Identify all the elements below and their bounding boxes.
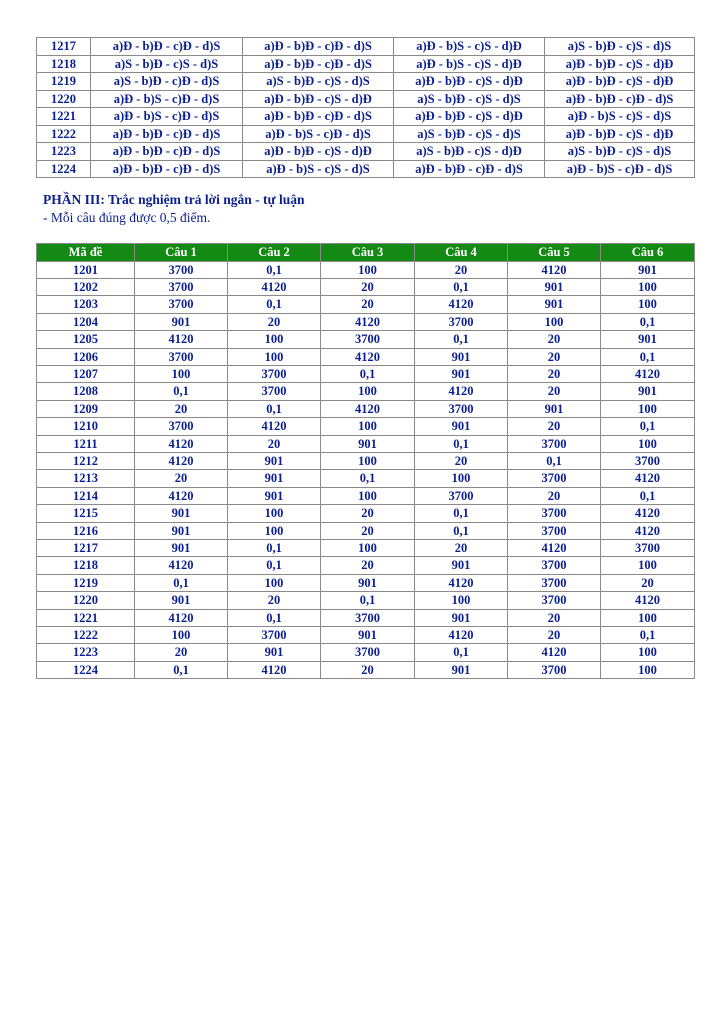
answer-cell: a)S - b)Đ - c)S - d)S <box>91 55 243 73</box>
answer-cell: 901 <box>228 452 321 469</box>
answer-cell: 0,1 <box>228 557 321 574</box>
answer-cell: 3700 <box>415 400 508 417</box>
answer-cell: 3700 <box>135 261 228 278</box>
answer-cell: 0,1 <box>228 261 321 278</box>
table-row <box>37 160 695 178</box>
answer-cell: a)Đ - b)Đ - c)S - d)Đ <box>243 143 394 161</box>
answer-cell: 901 <box>415 348 508 365</box>
answer-cell: 20 <box>415 540 508 557</box>
answer-cell: a)S - b)Đ - c)S - d)Đ <box>394 143 545 161</box>
answer-cell: a)Đ - b)Đ - c)Đ - d)S <box>243 108 394 126</box>
table-row <box>37 418 695 435</box>
short-answer-table-header <box>37 244 695 262</box>
answer-cell: 3700 <box>135 296 228 313</box>
exam-code-cell: 1205 <box>37 331 135 348</box>
answer-cell: a)Đ - b)S - c)S - d)Đ <box>394 38 545 56</box>
answer-cell: 4120 <box>228 278 321 295</box>
answer-cell: 901 <box>135 313 228 330</box>
table-row <box>37 108 695 126</box>
answer-cell: 0,1 <box>415 522 508 539</box>
exam-code-cell: 1219 <box>37 73 91 91</box>
answer-cell: 4120 <box>135 452 228 469</box>
answer-cell: 0,1 <box>415 644 508 661</box>
answer-cell: 0,1 <box>321 592 415 609</box>
answer-cell: 0,1 <box>135 661 228 678</box>
answer-cell: 0,1 <box>415 435 508 452</box>
answer-cell: 0,1 <box>228 609 321 626</box>
table-row <box>37 365 695 382</box>
answer-cell: a)Đ - b)S - c)Đ - d)S <box>91 90 243 108</box>
answer-cell: 20 <box>228 592 321 609</box>
table-row <box>37 574 695 591</box>
answer-cell: 100 <box>601 609 695 626</box>
answer-cell: a)Đ - b)Đ - c)Đ - d)S <box>394 160 545 178</box>
answer-cell: 4120 <box>601 522 695 539</box>
answer-cell: 901 <box>321 627 415 644</box>
answer-cell: 0,1 <box>415 505 508 522</box>
answer-cell: 100 <box>601 296 695 313</box>
answer-cell: 0,1 <box>321 365 415 382</box>
column-header: Câu 1 <box>135 244 228 262</box>
answer-cell: 0,1 <box>601 313 695 330</box>
answer-cell: 100 <box>135 365 228 382</box>
answer-cell: 20 <box>508 418 601 435</box>
answer-cell: 3700 <box>601 540 695 557</box>
answer-cell: 20 <box>508 348 601 365</box>
answer-cell: 901 <box>508 278 601 295</box>
exam-code-cell: 1201 <box>37 261 135 278</box>
exam-code-cell: 1220 <box>37 90 91 108</box>
answer-cell: a)Đ - b)S - c)S - d)Đ <box>394 55 545 73</box>
answer-cell: a)Đ - b)Đ - c)Đ - d)S <box>91 125 243 143</box>
answer-cell: a)Đ - b)Đ - c)S - d)Đ <box>545 125 695 143</box>
column-header: Câu 6 <box>601 244 695 262</box>
column-header: Câu 2 <box>228 244 321 262</box>
table-row <box>37 661 695 678</box>
answer-cell: 3700 <box>508 522 601 539</box>
answer-cell: 3700 <box>508 470 601 487</box>
answer-cell: 4120 <box>415 296 508 313</box>
answer-cell: 100 <box>321 487 415 504</box>
answer-cell: 0,1 <box>601 627 695 644</box>
answer-cell: 901 <box>415 418 508 435</box>
answer-cell: 100 <box>415 592 508 609</box>
answer-cell: a)Đ - b)Đ - c)S - d)Đ <box>394 108 545 126</box>
answer-cell: 100 <box>601 644 695 661</box>
answer-cell: 4120 <box>415 574 508 591</box>
answer-cell: 4120 <box>321 348 415 365</box>
answer-cell: 100 <box>135 627 228 644</box>
answer-cell: 3700 <box>508 592 601 609</box>
table-row <box>37 90 695 108</box>
table-row <box>37 383 695 400</box>
table-row <box>37 627 695 644</box>
true-false-answer-table-body <box>37 38 695 178</box>
answer-cell: 901 <box>228 644 321 661</box>
exam-code-cell: 1203 <box>37 296 135 313</box>
table-row <box>37 296 695 313</box>
answer-cell: 4120 <box>601 505 695 522</box>
table-row <box>37 522 695 539</box>
section-3-title: PHẦN III: Trắc nghiệm trả lời ngắn - tự luận <box>43 192 305 207</box>
exam-code-cell: 1223 <box>37 143 91 161</box>
answer-cell: 100 <box>228 331 321 348</box>
answer-cell: 4120 <box>135 609 228 626</box>
answer-cell: 901 <box>228 487 321 504</box>
short-answer-table-body <box>37 261 695 679</box>
answer-cell: 4120 <box>601 365 695 382</box>
answer-cell: a)Đ - b)Đ - c)Đ - d)S <box>545 90 695 108</box>
exam-code-cell: 1221 <box>37 609 135 626</box>
answer-cell: 4120 <box>135 557 228 574</box>
answer-cell: 100 <box>321 540 415 557</box>
answer-cell: 3700 <box>228 383 321 400</box>
answer-cell: 100 <box>321 452 415 469</box>
answer-cell: 3700 <box>508 661 601 678</box>
answer-cell: 4120 <box>601 470 695 487</box>
answer-cell: a)Đ - b)Đ - c)S - d)Đ <box>394 73 545 91</box>
exam-code-cell: 1222 <box>37 125 91 143</box>
exam-code-cell: 1223 <box>37 644 135 661</box>
column-header: Câu 4 <box>415 244 508 262</box>
exam-code-cell: 1213 <box>37 470 135 487</box>
answer-cell: 3700 <box>135 418 228 435</box>
table-row <box>37 313 695 330</box>
table-row <box>37 540 695 557</box>
answer-cell: a)S - b)Đ - c)S - d)S <box>243 73 394 91</box>
exam-code-cell: 1208 <box>37 383 135 400</box>
exam-code-cell: 1216 <box>37 522 135 539</box>
exam-code-cell: 1209 <box>37 400 135 417</box>
answer-cell: 0,1 <box>228 400 321 417</box>
table-row <box>37 592 695 609</box>
answer-cell: 3700 <box>415 313 508 330</box>
answer-cell: 901 <box>135 592 228 609</box>
table-row <box>37 331 695 348</box>
answer-cell: 100 <box>601 661 695 678</box>
table-row <box>37 505 695 522</box>
column-header: Câu 3 <box>321 244 415 262</box>
answer-cell: 20 <box>321 522 415 539</box>
answer-cell: 20 <box>228 313 321 330</box>
answer-cell: 901 <box>415 661 508 678</box>
answer-cell: 901 <box>601 383 695 400</box>
answer-cell: 20 <box>508 487 601 504</box>
answer-cell: 4120 <box>601 592 695 609</box>
answer-cell: a)S - b)Đ - c)S - d)S <box>545 143 695 161</box>
answer-cell: a)Đ - b)Đ - c)Đ - d)S <box>243 38 394 56</box>
answer-cell: 901 <box>321 574 415 591</box>
answer-cell: a)Đ - b)Đ - c)S - d)Đ <box>243 90 394 108</box>
exam-code-cell: 1206 <box>37 348 135 365</box>
answer-cell: 100 <box>601 400 695 417</box>
column-header: Mã đề <box>37 244 135 262</box>
column-header: Câu 5 <box>508 244 601 262</box>
answer-cell: 20 <box>601 574 695 591</box>
table-row <box>37 435 695 452</box>
exam-code-cell: 1224 <box>37 160 91 178</box>
answer-cell: 4120 <box>321 400 415 417</box>
answer-cell: 3700 <box>228 627 321 644</box>
answer-cell: 20 <box>135 644 228 661</box>
answer-cell: 20 <box>321 557 415 574</box>
exam-code-cell: 1218 <box>37 55 91 73</box>
exam-code-cell: 1215 <box>37 505 135 522</box>
answer-cell: 3700 <box>508 505 601 522</box>
answer-cell: 100 <box>508 313 601 330</box>
answer-cell: 100 <box>321 261 415 278</box>
exam-code-cell: 1220 <box>37 592 135 609</box>
short-answer-table <box>36 243 695 679</box>
table-row <box>37 261 695 278</box>
answer-cell: a)S - b)Đ - c)S - d)S <box>394 90 545 108</box>
answer-cell: 3700 <box>321 609 415 626</box>
answer-cell: 0,1 <box>601 487 695 504</box>
exam-code-cell: 1204 <box>37 313 135 330</box>
answer-cell: a)S - b)Đ - c)Đ - d)S <box>91 73 243 91</box>
answer-cell: 4120 <box>135 435 228 452</box>
answer-cell: a)Đ - b)Đ - c)Đ - d)S <box>91 143 243 161</box>
answer-cell: 901 <box>135 522 228 539</box>
answer-cell: 0,1 <box>601 418 695 435</box>
answer-cell: 901 <box>601 331 695 348</box>
answer-cell: a)Đ - b)S - c)Đ - d)S <box>243 125 394 143</box>
answer-cell: 100 <box>415 470 508 487</box>
answer-cell: a)Đ - b)S - c)S - d)S <box>545 108 695 126</box>
answer-cell: a)Đ - b)Đ - c)Đ - d)S <box>91 38 243 56</box>
answer-cell: 901 <box>415 365 508 382</box>
answer-cell: 3700 <box>601 452 695 469</box>
answer-cell: 20 <box>321 661 415 678</box>
table-row <box>37 452 695 469</box>
exam-code-cell: 1211 <box>37 435 135 452</box>
table-row <box>37 38 695 56</box>
exam-code-cell: 1217 <box>37 540 135 557</box>
exam-code-cell: 1214 <box>37 487 135 504</box>
header-row <box>37 244 695 262</box>
exam-code-cell: 1207 <box>37 365 135 382</box>
answer-cell: a)Đ - b)Đ - c)Đ - d)S <box>91 160 243 178</box>
answer-cell: 901 <box>228 470 321 487</box>
exam-code-cell: 1202 <box>37 278 135 295</box>
answer-cell: 20 <box>321 505 415 522</box>
exam-code-cell: 1212 <box>37 452 135 469</box>
answer-cell: 4120 <box>508 261 601 278</box>
table-row <box>37 400 695 417</box>
table-row <box>37 55 695 73</box>
exam-code-cell: 1217 <box>37 38 91 56</box>
answer-cell: 4120 <box>508 644 601 661</box>
answer-cell: 20 <box>508 365 601 382</box>
answer-cell: 3700 <box>135 278 228 295</box>
answer-cell: 3700 <box>508 435 601 452</box>
answer-cell: 20 <box>415 261 508 278</box>
exam-code-cell: 1210 <box>37 418 135 435</box>
answer-cell: 4120 <box>508 540 601 557</box>
true-false-answer-table <box>36 37 695 178</box>
answer-cell: 0,1 <box>321 470 415 487</box>
answer-cell: 3700 <box>228 365 321 382</box>
table-row <box>37 609 695 626</box>
answer-cell: a)Đ - b)S - c)Đ - d)S <box>545 160 695 178</box>
answer-cell: 0,1 <box>135 574 228 591</box>
answer-cell: 100 <box>228 505 321 522</box>
answer-cell: 3700 <box>508 574 601 591</box>
answer-cell: 0,1 <box>135 383 228 400</box>
answer-cell: 901 <box>135 505 228 522</box>
answer-cell: 100 <box>601 278 695 295</box>
answer-cell: 3700 <box>508 557 601 574</box>
answer-cell: a)Đ - b)Đ - c)S - d)Đ <box>545 73 695 91</box>
answer-cell: 100 <box>228 574 321 591</box>
exam-code-cell: 1222 <box>37 627 135 644</box>
answer-cell: 20 <box>135 470 228 487</box>
answer-cell: 100 <box>601 557 695 574</box>
answer-cell: 901 <box>321 435 415 452</box>
section-3-note: - Mỗi câu đúng được 0,5 điểm. <box>43 210 211 225</box>
table-row <box>37 487 695 504</box>
answer-cell: 100 <box>321 418 415 435</box>
answer-cell: 901 <box>135 540 228 557</box>
answer-cell: 100 <box>228 522 321 539</box>
answer-cell: 0,1 <box>601 348 695 365</box>
table-row <box>37 125 695 143</box>
exam-code-cell: 1221 <box>37 108 91 126</box>
answer-cell: 100 <box>321 383 415 400</box>
answer-cell: 0,1 <box>508 452 601 469</box>
answer-cell: 3700 <box>135 348 228 365</box>
answer-cell: a)Đ - b)Đ - c)Đ - d)S <box>243 55 394 73</box>
table-row <box>37 73 695 91</box>
answer-cell: 3700 <box>415 487 508 504</box>
exam-code-cell: 1224 <box>37 661 135 678</box>
answer-cell: 4120 <box>415 383 508 400</box>
answer-cell: 20 <box>321 296 415 313</box>
exam-code-cell: 1219 <box>37 574 135 591</box>
answer-cell: 100 <box>228 348 321 365</box>
answer-cell: 4120 <box>135 331 228 348</box>
table-row <box>37 278 695 295</box>
answer-cell: 4120 <box>321 313 415 330</box>
exam-code-cell: 1218 <box>37 557 135 574</box>
answer-cell: a)Đ - b)Đ - c)S - d)Đ <box>545 55 695 73</box>
table-row <box>37 644 695 661</box>
answer-cell: a)S - b)Đ - c)S - d)S <box>545 38 695 56</box>
answer-cell: 3700 <box>321 644 415 661</box>
answer-cell: 20 <box>508 609 601 626</box>
answer-cell: 901 <box>508 400 601 417</box>
answer-cell: 20 <box>321 278 415 295</box>
answer-cell: 4120 <box>135 487 228 504</box>
answer-cell: 20 <box>228 435 321 452</box>
answer-cell: 0,1 <box>415 278 508 295</box>
answer-cell: 0,1 <box>228 540 321 557</box>
answer-cell: 4120 <box>228 661 321 678</box>
table-row <box>37 143 695 161</box>
answer-cell: 4120 <box>415 627 508 644</box>
table-row <box>37 348 695 365</box>
answer-cell: 3700 <box>321 331 415 348</box>
table-row <box>37 470 695 487</box>
answer-cell: 901 <box>415 557 508 574</box>
answer-cell: 4120 <box>228 418 321 435</box>
answer-cell: 20 <box>415 452 508 469</box>
answer-cell: 20 <box>508 627 601 644</box>
answer-cell: 20 <box>508 331 601 348</box>
answer-cell: a)S - b)Đ - c)S - d)S <box>394 125 545 143</box>
answer-cell: 20 <box>508 383 601 400</box>
answer-cell: 100 <box>601 435 695 452</box>
answer-cell: 20 <box>135 400 228 417</box>
answer-cell: 901 <box>415 609 508 626</box>
answer-cell: a)Đ - b)S - c)Đ - d)S <box>91 108 243 126</box>
answer-cell: 0,1 <box>228 296 321 313</box>
table-row <box>37 557 695 574</box>
answer-cell: 901 <box>601 261 695 278</box>
answer-cell: 901 <box>508 296 601 313</box>
answer-cell: 0,1 <box>415 331 508 348</box>
answer-cell: a)Đ - b)S - c)S - d)S <box>243 160 394 178</box>
